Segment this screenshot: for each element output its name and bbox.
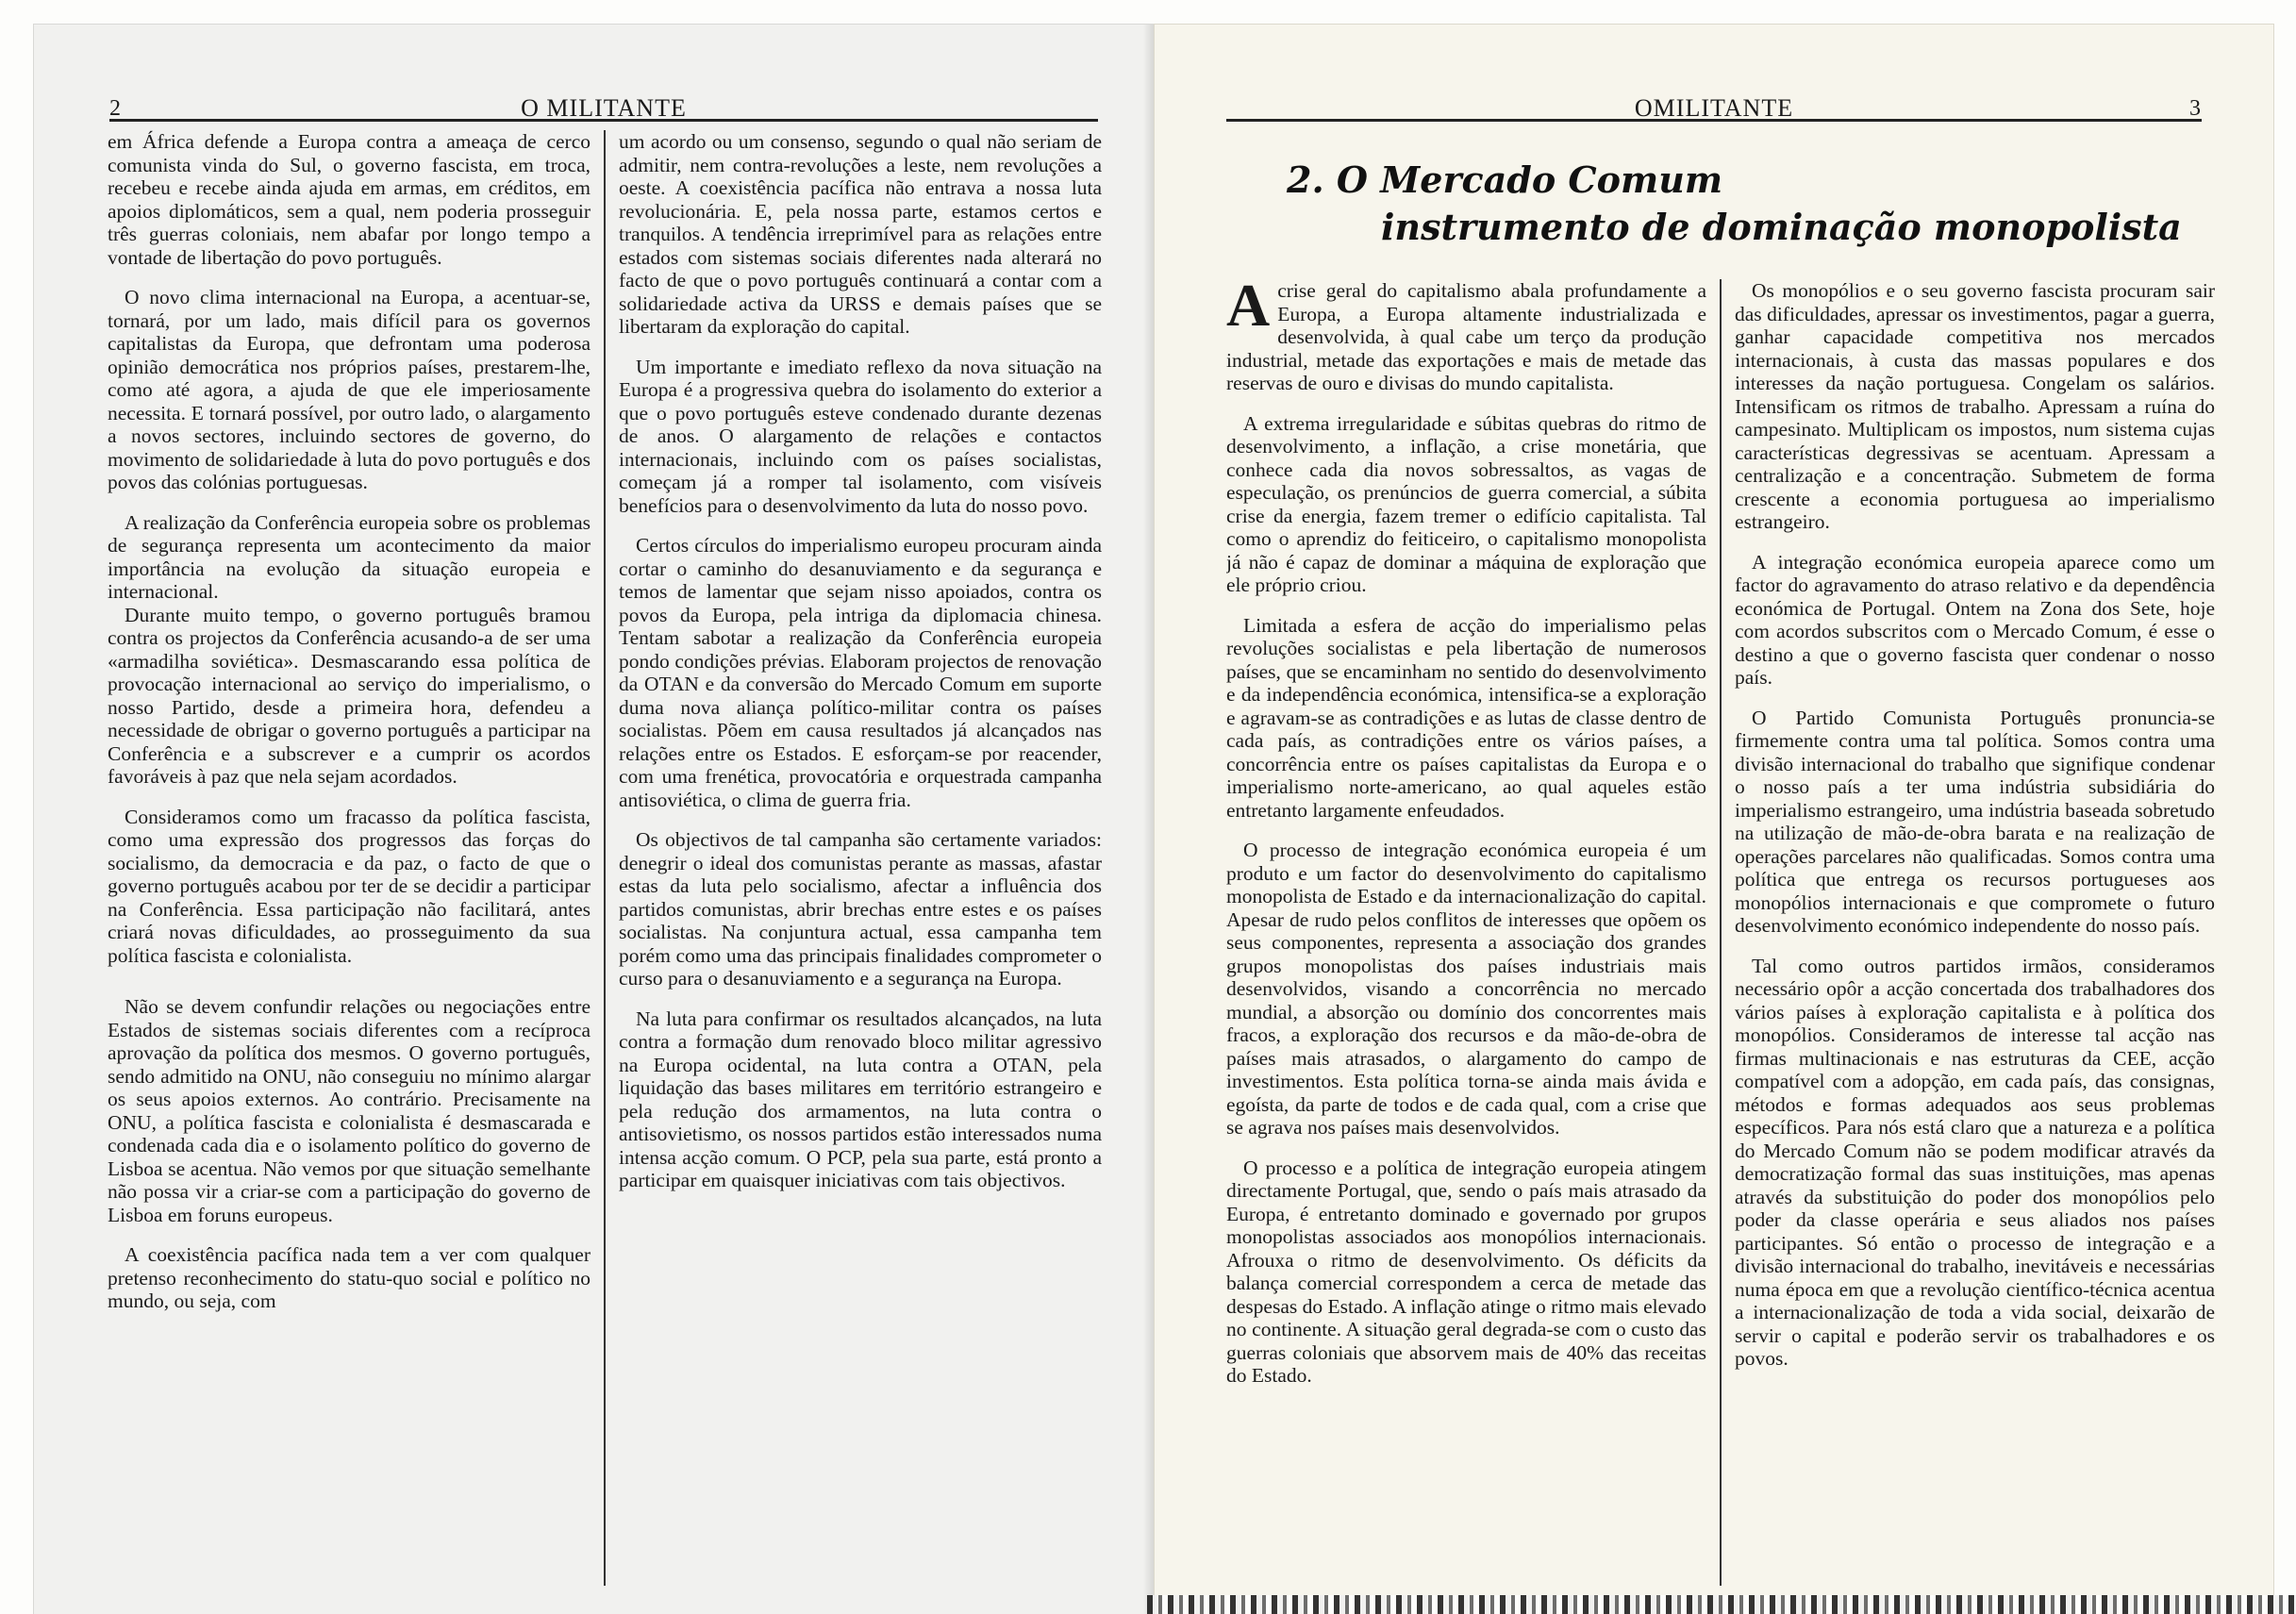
left-running-title: O MILITANTE	[521, 94, 687, 122]
paragraph: um acordo ou um consenso, segundo o qual não seriam de admitir, nem contra-revoluções a leste, nem revoluções a oeste. A coexistência pacífica não entrava a nossa luta revolucionária. E, pela nossa parte, estamos certos e tranquilos. A tendência irreprimível para as relações entre estados com sistemas sociais diferentes nada alterará no facto de que o povo português continuará a contar com a solidariedade activa da URSS e demais países que se libertaram da exploração do capital.	[619, 130, 1102, 338]
paragraph: O Partido Comunista Português pronuncia-se firmemente contra uma tal política. Somos contra uma divisão internacional do trabalho que signifique condenar o nosso país a ter uma indústria subsidiária do imperialismo estrangeiro, uma indústria baseada sobretudo na utilização de mão-de-obra barata e na realização de operações parcelares não qualificadas. Somos contra uma política que entrega os recursos portugueses aos monopólios internacionais e que compromete o futuro desenvolvimento económico independente do nosso país.	[1735, 706, 2215, 937]
paragraph: Limitada a esfera de acção do imperialismo pelas revoluções socialistas e pela libertação de numerosos países, que se encaminham no sentido do desenvolvimento e da independência económica, intensifica-se a exploração e agravam-se as contradições e as lutas de classe dentro de cada país, as contradições entre os vários países, a concorrência entre os países capitalistas da Europa e o imperialismo norte-americano, ao qual aqueles estão entretanto largamente enfeudados.	[1226, 613, 1706, 822]
paragraph: Os objectivos de tal campanha são certamente variados: denegrir o ideal dos comunistas perante as massas, afastar estas da luta pelo socialismo, afectar a influência dos partidos comunistas, abrir brechas entre estes e os países socialistas. Na conjuntura actual, essa campanha tem porém como uma das principais finalidades comprometer o curso para o desanuviamento e a segurança na Europa.	[619, 828, 1102, 990]
paragraph: Consideramos como um fracasso da política fascista, como uma expressão dos progressos das forças do socialismo, da democracia e da paz, o facto de que o governo português acabou por ter de se decidir a participar na Conferência. Essa participação não facilitará, antes criará novas dificuldades, ao prosseguimento da sua política fascista e colonialista.	[108, 805, 591, 967]
paragraph: Na luta para confirmar os resultados alcançados, na luta contra a formação dum renovado bloco militar agressivo na Europa ocidental, na luta contra a OTAN, pela liquidação das bases militares em território estrangeiro e pela redução dos armamentos, na luta contra o antisovietismo, os nossos partidos estão interessados numa intensa acção comum. O PCP, pela sua parte, está pronto a participar em quaisquer iniciativas com tais objectivos.	[619, 1007, 1102, 1191]
paragraph: O novo clima internacional na Europa, a acentuar-se, tornará, por um lado, mais difícil para os governos capitalistas da Europa, que defrontam uma poderosa opinião democrática nos próprios países, prestarem-lhe, como até agora, a ajuda de que ele imperiosamente necessita. E tornará possível, por outro lado, o alargamento a novos sectores, incluindo sectores de governo, do movimento de solidariedade à luta do povo português e dos povos das colónias portuguesas.	[108, 286, 591, 493]
paragraph: A realização da Conferência europeia sobre os problemas de segurança representa um acontecimento da maior importância na evolução da situação europeia e internacional.	[108, 510, 591, 603]
paragraph: Não se devem confundir relações ou negociações entre Estados de sistemas sociais diferentes com a recíproca aprovação da política dos mesmos. O governo português, sendo admitido na ONU, não conseguiu no mínimo alargar os seus apoios externos. Ao contrário. Precisamente na ONU, a política fascista e colonialista é desmascarada e condenada cada dia e o isolamento político do governo de Lisboa se acentua. Não vemos por que situação semelhante não possa vir a criar-se com a participação do governo de Lisboa em foruns europeus.	[108, 995, 591, 1226]
paragraph: O processo e a política de integração europeia atingem directamente Portugal, que, sendo o país mais atrasado da Europa, é entretanto dominado e governado por grupos monopolistas associados aos monopólios internacionais. Afrouxa o ritmo de desenvolvimento. Os déficits da balança comercial correspondem a cerca de metade das despesas do Estado. A inflação atinge o ritmo mais elevado no continente. A situação geral degrada-se com o custo das guerras coloniais que absorvem mais de 40% das receitas do Estado.	[1226, 1156, 1706, 1387]
article-title	[1287, 157, 2217, 251]
lead-paragraph-text: crise geral do capitalismo abala profundamente a Europa, a Europa altamente industrializada e desenvolvida, à qual cabe um terço da produção industrial, metade das exportações e mais de metade das reservas de ouro e divisas do mundo capitalista.	[1226, 279, 1706, 394]
left-page	[34, 25, 1155, 1614]
right-column-1	[1226, 279, 1706, 1586]
paragraph: Certos círculos do imperialismo europeu procuram ainda cortar o caminho do desanuviamento e da segurança e temos de lamentar que sejam nisso apoiados, contra os povos da Europa, pela intriga da diplomacia chinesa. Tentam sabotar a realização da Conferência europeia pondo condições prévias. Elaboram projectos de renovação da OTAN e da conversão do Mercado Comum em suporte duma nova aliança político-militar contra os países socialistas. Põem em causa resultados já alcançados nas relações entre os Estados. E esforçam-se por reacender, com uma frenética, provocatória e orquestrada campanha antisoviética, o clima de guerra fria.	[619, 534, 1102, 811]
right-columns	[1226, 279, 2215, 1586]
right-running-head	[1226, 72, 2202, 122]
left-column-2	[604, 130, 1102, 1586]
paragraph: A integração económica europeia aparece como um factor do agravamento do atraso relativo e da dependência económica de Portugal. Ontem na Zona dos Sete, hoje com acordos subscritos com o Mercado Comum, é esse o destino a que o governo fascista quer condenar o nosso país.	[1735, 550, 2215, 689]
article-title-line-1: 2. O Mercado Comum	[1287, 158, 1723, 201]
left-columns	[108, 130, 1102, 1586]
left-page-number: 2	[109, 96, 122, 121]
scan-color-calibration-bar	[1147, 1595, 2296, 1614]
right-column-2	[1720, 279, 2215, 1586]
left-running-head	[109, 72, 1098, 122]
paragraph: O processo de integração económica europeia é um produto e um factor do desenvolvimento do capitalismo monopolista de Estado e da internacionalização do capital. Apesar de rudo pelos conflitos de interesses que opõem os seus componentes, representa a associação dos grandes grupos monopolistas dos países industriais mais desenvolvidos, visando a concorrência no mercado mundial, a absorção ou domínio dos concorrentes mais fracos, a exploração dos recursos e da mão-de-obra de países mais atrasados, o alargamento do campo de investimentos. Esta política torna-se ainda mais ávida e egoísta, da parte de todos e de cada qual, com a crise que se agrava nos países mais desenvolvidos.	[1226, 839, 1706, 1139]
right-page-number: 3	[2189, 96, 2202, 121]
paragraph: A extrema irregularidade e súbitas quebras do ritmo de desenvolvimento, a inflação, a crise monetária, que conhece cada dia novos sobressaltos, as vagas de especulação, os prenúncios de guerra comercial, a súbita crise da energia, fazem tremer o edifício capitalista. Tal como o aprendiz do feiticeiro, o capitalismo monopolista já não é capaz de dominar a máquina de exploração que ele próprio criou.	[1226, 411, 1706, 596]
left-column-1	[108, 130, 591, 1586]
right-page	[1155, 25, 2273, 1614]
paragraph: A coexistência pacífica nada tem a ver com qualquer pretenso reconhecimento do statu-quo social e político no mundo, ou seja, com	[108, 1243, 591, 1312]
paragraph: Um importante e imediato reflexo da nova situação na Europa é a progressiva quebra do isolamento do exterior a que o povo português esteve condenado durante dezenas de anos. O alargamento de relações e contactos internacionais, incluindo com os países socialistas, começam já a romper tal isolamento, com visíveis benefícios para o desenvolvimento da luta do nosso povo.	[619, 355, 1102, 517]
lead-paragraph	[1226, 279, 1706, 395]
drop-cap: A	[1226, 279, 1271, 339]
paragraph: Durante muito tempo, o governo português bramou contra os projectos da Conferência acusando-a de ser uma «armadilha soviética». Desmascarando essa política de provocação internacional ao serviço do imperialismo, o nosso Partido, desde a primeira hora, defendeu a necessidade de obrigar o governo português a participar na Conferência e a subscrever e a cumprir os acordos favoráveis à paz que nela sejam acordados.	[108, 603, 591, 788]
paragraph: Tal como outros partidos irmãos, consideramos necessário opôr a acção concertada dos trabalhadores dos vários países à exploração capitalista e à política dos monopólios. Consideramos de interesse tal acção nas firmas multinacionais e nas estruturas da CEE, acção compatível com a adopção, em cada país, das consignas, métodos e formas adequados aos seus problemas específicos. Para nós está claro que a natureza e a política do Mercado Comum não se podem modificar através da democratização formal das suas instituições, mas apenas através da substituição do poder dos monopólios pelo poder da classe operária e seus aliados nos países participantes. Só então o processo de integração e a divisão internacional do trabalho, inevitáveis e necessárias numa época em que a revolução científico-técnica acentua a internacionalização de toda a vida social, deixarão de servir o capital e poderão servir os trabalhadores e os povos.	[1735, 954, 2215, 1370]
paragraph: Os monopólios e o seu governo fascista procuram sair das dificuldades, apressar os investimentos, pagar a guerra, ganhar capacidade competitiva nos mercados internacionais, à custa das massas populares e dos interesses da nação portuguesa. Congelam os salários. Intensificam os ritmos de trabalho. Apressam a ruína do campesinato. Multiplicam os impostos, num sistema cujas características degressivas se acentuam. Apressam a centralização e a concentração. Submetem de forma crescente a economia portuguesa ao imperialismo estrangeiro.	[1735, 279, 2215, 533]
right-running-title: OMILITANTE	[1634, 94, 1794, 122]
paragraph: em África defende a Europa contra a ameaça de cerco comunista vinda do Sul, o governo fascista, em troca, recebeu e recebe ainda ajuda em armas, em créditos, em apoios diplomáticos, sem a qual, nem poderia prosseguir três guerras coloniais, nem abafar por longo tempo a vontade de libertação do povo português.	[108, 130, 591, 269]
article-title-line-2: instrumento de dominação monopolista	[1381, 206, 2182, 248]
